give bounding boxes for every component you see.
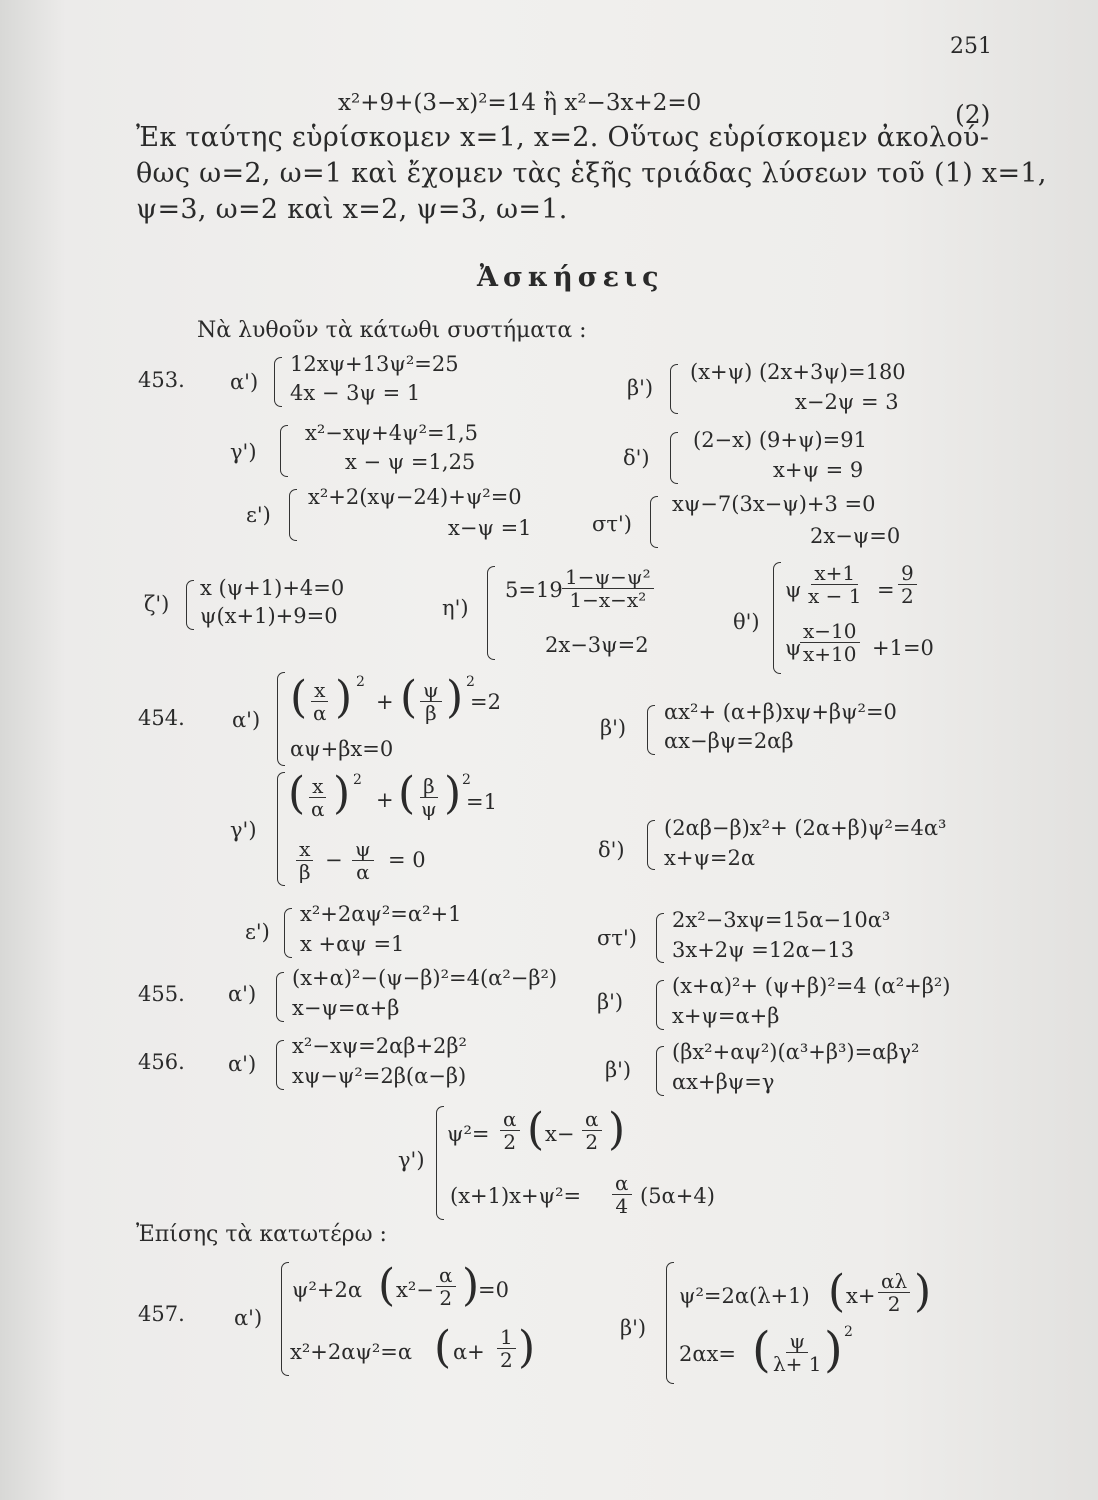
- label-455-a: α'): [228, 982, 257, 1006]
- exp-454-a-1: 2: [356, 674, 365, 690]
- eq-455-a-1: (x+α)²−(ψ−β)²=4(α²−β²): [292, 966, 558, 990]
- frac-454-g-2-den: ψ: [421, 797, 437, 821]
- eq-453-d-1: (2−x) (9+ψ)=91: [693, 428, 867, 452]
- frac-454-g-1-num: x: [309, 775, 326, 798]
- frac-457-a-1-den: 2: [439, 1286, 453, 1310]
- eq-455-a-2: x−ψ=α+β: [292, 996, 400, 1020]
- paren-457-b-2r: ): [824, 1322, 843, 1378]
- label-453-e: ε'): [246, 503, 271, 527]
- frac-457-a-2: [497, 1326, 516, 1371]
- frac-454-g-4: [352, 838, 374, 883]
- exp-454-g-2: 2: [462, 772, 471, 788]
- label-454-e: ε'): [245, 920, 270, 944]
- frac-456-g-1: [500, 1108, 520, 1153]
- label-453-g: γ'): [230, 440, 257, 464]
- eq-454-d-1: (2αβ−β)x²+ (2α+β)ψ²=4α³: [664, 816, 947, 840]
- eq-456-g-mid: x−: [545, 1122, 575, 1146]
- frac-454-g-3-den: β: [299, 860, 311, 884]
- label-457-b: β'): [620, 1316, 647, 1340]
- frac-453-th-2-den: x+10: [803, 642, 857, 666]
- eq-456-a-1: x²−xψ=2αβ+2β²: [292, 1034, 467, 1058]
- frac-454-a-2: [420, 679, 442, 724]
- label-456-g: γ'): [398, 1148, 425, 1172]
- prose-line-1: Ἐκ ταύτης εὑρίσκομεν x=1, x=2. Οὕτως εὑρίσκομεν ἀκολού-: [136, 122, 990, 153]
- frac-453-th-1: [805, 562, 864, 607]
- eq-453-st-1: xψ−7(3x−ψ)+3 =0: [672, 492, 876, 516]
- frac-453-h: [562, 566, 654, 611]
- frac-456-g-2-num: α: [582, 1108, 602, 1131]
- eq-453-e-1: x²+2(xψ−24)+ψ²=0: [308, 485, 522, 509]
- eq-453-st-2: 2x−ψ=0: [810, 524, 901, 548]
- eq-455-b-2: x+ψ=α+β: [672, 1004, 780, 1028]
- brace-453-th: [773, 562, 781, 674]
- eq-453-th-post2: +1=0: [872, 636, 934, 660]
- eq-457-a-l2-in: α+: [453, 1340, 485, 1364]
- eq-453-h-pre: 5=19: [505, 578, 563, 602]
- prose-line-3: ψ=3, ω=2 καὶ x=2, ψ=3, ω=1.: [136, 194, 568, 225]
- brace-454-a: [277, 672, 285, 766]
- eq-457-b-pre: ψ²=2α(λ+1): [679, 1284, 810, 1308]
- brace-456-b: [656, 1046, 664, 1096]
- frac-457-b-2-den: λ+ 1: [773, 1352, 822, 1376]
- brace-454-b: [647, 705, 655, 755]
- eq-454-b-1: αx²+ (α+β)xψ+βψ²=0: [664, 700, 897, 724]
- frac-454-a-1-den: α: [313, 701, 327, 725]
- eq-455-b-1: (x+α)²+ (ψ+β)²=4 (α²+β²): [672, 974, 951, 998]
- paren-456-g-r: ): [608, 1104, 626, 1155]
- brace-455-a: [276, 972, 284, 1022]
- frac-456-g-2: [582, 1108, 602, 1153]
- brace-457-b: [666, 1262, 674, 1384]
- label-454-a: α'): [232, 708, 261, 732]
- frac-454-g-2-num: β: [420, 775, 438, 798]
- eq-453-e-2: x−ψ =1: [448, 516, 532, 540]
- brace-453-g: [280, 425, 288, 477]
- frac-453-th-1-den: x − 1: [808, 584, 862, 608]
- frac-456-g-1-den: 2: [503, 1130, 517, 1154]
- frac-457-b-1-num: αλ: [878, 1270, 910, 1293]
- frac-456-g-3-den: 4: [615, 1194, 629, 1218]
- paren-456-g-l: (: [527, 1104, 545, 1155]
- label-453-z: ζ'): [144, 592, 170, 616]
- eq-456-g-l2-post: (5α+4): [640, 1184, 715, 1208]
- eq-457-b-l2-pre: 2αx=: [679, 1342, 736, 1366]
- eq-456-b-1: (βx²+αψ²)(α³+β³)=αβγ²: [672, 1040, 920, 1064]
- frac-454-g-4-den: α: [356, 860, 370, 884]
- eq-453-g-1: x²−xψ+4ψ²=1,5: [305, 421, 479, 445]
- eq-456-g-pre: ψ²=: [447, 1122, 490, 1146]
- eq-454-b-2: αx−βψ=2αβ: [664, 729, 794, 753]
- frac-454-a-1-num: x: [311, 679, 328, 702]
- paren-454-a-1: (: [290, 672, 308, 723]
- frac-457-a-1: [436, 1264, 456, 1309]
- eq-453-g-2: x − ψ =1,25: [345, 450, 476, 474]
- frac-457-b-2: [770, 1330, 825, 1375]
- brace-453-z: [186, 580, 194, 630]
- brace-453-h: [487, 566, 495, 660]
- eq-454-e-1: x²+2αψ²=α²+1: [300, 902, 462, 926]
- plus-454-a: +: [376, 690, 394, 714]
- eq-453-th-pre2: ψ: [785, 636, 802, 660]
- frac-454-a-2-num: ψ: [420, 679, 442, 702]
- brace-453-st: [650, 496, 658, 548]
- exp-454-a-2: 2: [466, 674, 475, 690]
- frac-454-g-2: [418, 775, 440, 820]
- label-453-th: θ'): [733, 610, 760, 634]
- eq-453-z-1: x (ψ+1)+4=0: [200, 576, 345, 600]
- frac-453-th-2: [800, 620, 860, 665]
- label-453-d: δ'): [623, 446, 650, 470]
- frac-454-g-4-num: ψ: [352, 838, 374, 861]
- paren-457-a-2l: (: [434, 1322, 452, 1373]
- paren-457-a-1r: ): [462, 1260, 480, 1311]
- brace-456-g: [436, 1106, 444, 1220]
- paren-457-b-1l: (: [828, 1266, 846, 1317]
- paren-454-g-1r: ): [333, 768, 351, 819]
- label-453-st: στ'): [592, 512, 632, 536]
- exp-457-b: 2: [844, 1324, 853, 1340]
- frac-453-th-r-num: 9: [898, 562, 917, 585]
- eq-457-a-in: x²−: [396, 1278, 434, 1302]
- eq-453-b-2: x−2ψ = 3: [795, 390, 899, 414]
- frac-457-a-2-den: 2: [500, 1348, 513, 1372]
- frac-457-a-2-num: 1: [497, 1326, 516, 1349]
- label-453-h: η'): [442, 596, 469, 620]
- eq-453-b-1: (x+ψ) (2x+3ψ)=180: [690, 360, 906, 384]
- exp-454-g-1: 2: [353, 772, 362, 788]
- label-457-a: α'): [234, 1306, 263, 1330]
- frac-457-b-1-den: 2: [887, 1292, 901, 1316]
- exercise-number-457: 457.: [138, 1302, 185, 1326]
- eq-457-a-pre: ψ²+2α: [292, 1278, 363, 1302]
- eq-454-e-2: x +αψ =1: [300, 932, 405, 956]
- brace-454-e: [284, 908, 292, 958]
- label-456-b: β'): [605, 1058, 632, 1082]
- paren-454-a-1r: ): [335, 672, 353, 723]
- equation-tag: (2): [955, 100, 991, 129]
- exercise-number-453: 453.: [138, 368, 185, 392]
- label-454-d: δ'): [598, 838, 625, 862]
- frac-454-a-2-den: β: [425, 701, 437, 725]
- brace-453-a: [274, 357, 282, 407]
- brace-454-d: [647, 820, 655, 870]
- frac-454-g-1: [308, 775, 328, 820]
- exercise-number-454: 454.: [138, 706, 185, 730]
- eq-456-g-l2-pre: (x+1)x+ψ²=: [450, 1184, 582, 1208]
- paren-457-b-1r: ): [914, 1266, 932, 1317]
- frac-457-b-1: [878, 1270, 910, 1315]
- brace-456-a: [276, 1040, 284, 1090]
- eq-454-st-2: 3x+2ψ =12α−13: [672, 938, 855, 962]
- paren-457-b-2l: (: [752, 1322, 771, 1378]
- eq-454-g-post: = 0: [388, 848, 426, 872]
- label-454-g: γ'): [230, 818, 257, 842]
- page-number: 251: [950, 34, 992, 59]
- frac-454-g-1-den: α: [311, 797, 325, 821]
- eq-456-a-2: xψ−ψ²=2β(α−β): [292, 1064, 467, 1088]
- eq-453-h-2: 2x−3ψ=2: [545, 633, 649, 657]
- eq-453-z-2: ψ(x+1)+9=0: [200, 604, 338, 628]
- brace-457-a: [281, 1262, 289, 1376]
- frac-454-g-3: [296, 838, 314, 883]
- eq-454-d-2: x+ψ=2α: [664, 846, 756, 870]
- eq-453-a-1: 12xψ+13ψ²=25: [290, 352, 459, 376]
- label-455-b: β'): [597, 990, 624, 1014]
- frac-456-g-1-num: α: [500, 1108, 520, 1131]
- brace-453-d: [670, 432, 678, 484]
- eq-453-a-2: 4x − 3ψ = 1: [290, 381, 421, 405]
- section-heading: Ἀσκήσεις: [477, 262, 664, 293]
- eq-457-b-in: x+: [846, 1284, 876, 1308]
- paren-457-a-1l: (: [378, 1260, 396, 1311]
- frac-453-th-2-num: x−10: [800, 620, 860, 643]
- paren-454-g-2r: ): [444, 768, 462, 819]
- eq-457-a-l2-pre: x²+2αψ²=α: [290, 1340, 413, 1364]
- paren-454-a-2r: ): [446, 672, 464, 723]
- frac-456-g-3-num: α: [612, 1172, 632, 1195]
- paren-454-g-2: (: [398, 768, 416, 819]
- brace-454-g: [277, 772, 285, 886]
- label-454-b: β'): [600, 716, 627, 740]
- eq-453-th-pre1: ψ: [785, 578, 802, 602]
- rhs-454-a: =2: [470, 690, 501, 714]
- paren-454-a-2: (: [400, 672, 418, 723]
- eq-457-a-post: =0: [478, 1278, 509, 1302]
- frac-453-th-1-num: x+1: [811, 562, 858, 585]
- plus-454-g: +: [376, 788, 394, 812]
- brace-453-e: [289, 489, 297, 541]
- rhs-454-g: =1: [466, 790, 497, 814]
- label-454-st: στ'): [597, 926, 637, 950]
- paren-457-a-2r: ): [518, 1322, 536, 1373]
- label-453-a: α'): [230, 370, 259, 394]
- also-line: Ἐπίσης τὰ κατωτέρω :: [136, 1222, 387, 1247]
- label-453-b: β'): [627, 376, 654, 400]
- label-456-a: α'): [228, 1052, 257, 1076]
- frac-453-th-r: [898, 562, 917, 607]
- frac-454-g-3-num: x: [296, 838, 313, 861]
- frac-456-g-2-den: 2: [585, 1130, 599, 1154]
- brace-453-b: [670, 364, 678, 414]
- eq-453-d-2: x+ψ = 9: [773, 458, 864, 482]
- frac-453-th-r-den: 2: [901, 584, 914, 608]
- frac-453-h-den: 1−x−x²: [569, 588, 647, 612]
- eq-454-st-1: 2x²−3xψ=15α−10α³: [672, 908, 891, 932]
- eq-456-b-2: αx+βψ=γ: [672, 1070, 775, 1094]
- eq-453-th-eq: =: [877, 578, 895, 602]
- frac-457-b-2-num: ψ: [786, 1330, 808, 1353]
- top-equation: x²+9+(3−x)²=14 ἢ x²−3x+2=0: [338, 90, 702, 116]
- exercise-number-456: 456.: [138, 1050, 185, 1074]
- eq-454-a-2: αψ+βx=0: [290, 737, 394, 761]
- brace-455-b: [656, 980, 664, 1030]
- intro-line: Νὰ λυθοῦν τὰ κάτωθι συστήματα :: [197, 318, 587, 343]
- frac-457-a-1-num: α: [436, 1264, 456, 1287]
- minus-454-g: −: [325, 848, 343, 872]
- paren-454-g-1: (: [288, 768, 306, 819]
- frac-456-g-3: [612, 1172, 632, 1217]
- frac-453-h-num: 1−ψ−ψ²: [562, 566, 654, 589]
- brace-454-st: [656, 913, 664, 963]
- prose-line-2: θως ω=2, ω=1 καὶ ἔχομεν τὰς ἑξῆς τριάδας λύσεων τοῦ (1) x=1,: [136, 158, 1047, 189]
- frac-454-a-1: [310, 679, 330, 724]
- exercise-number-455: 455.: [138, 982, 185, 1006]
